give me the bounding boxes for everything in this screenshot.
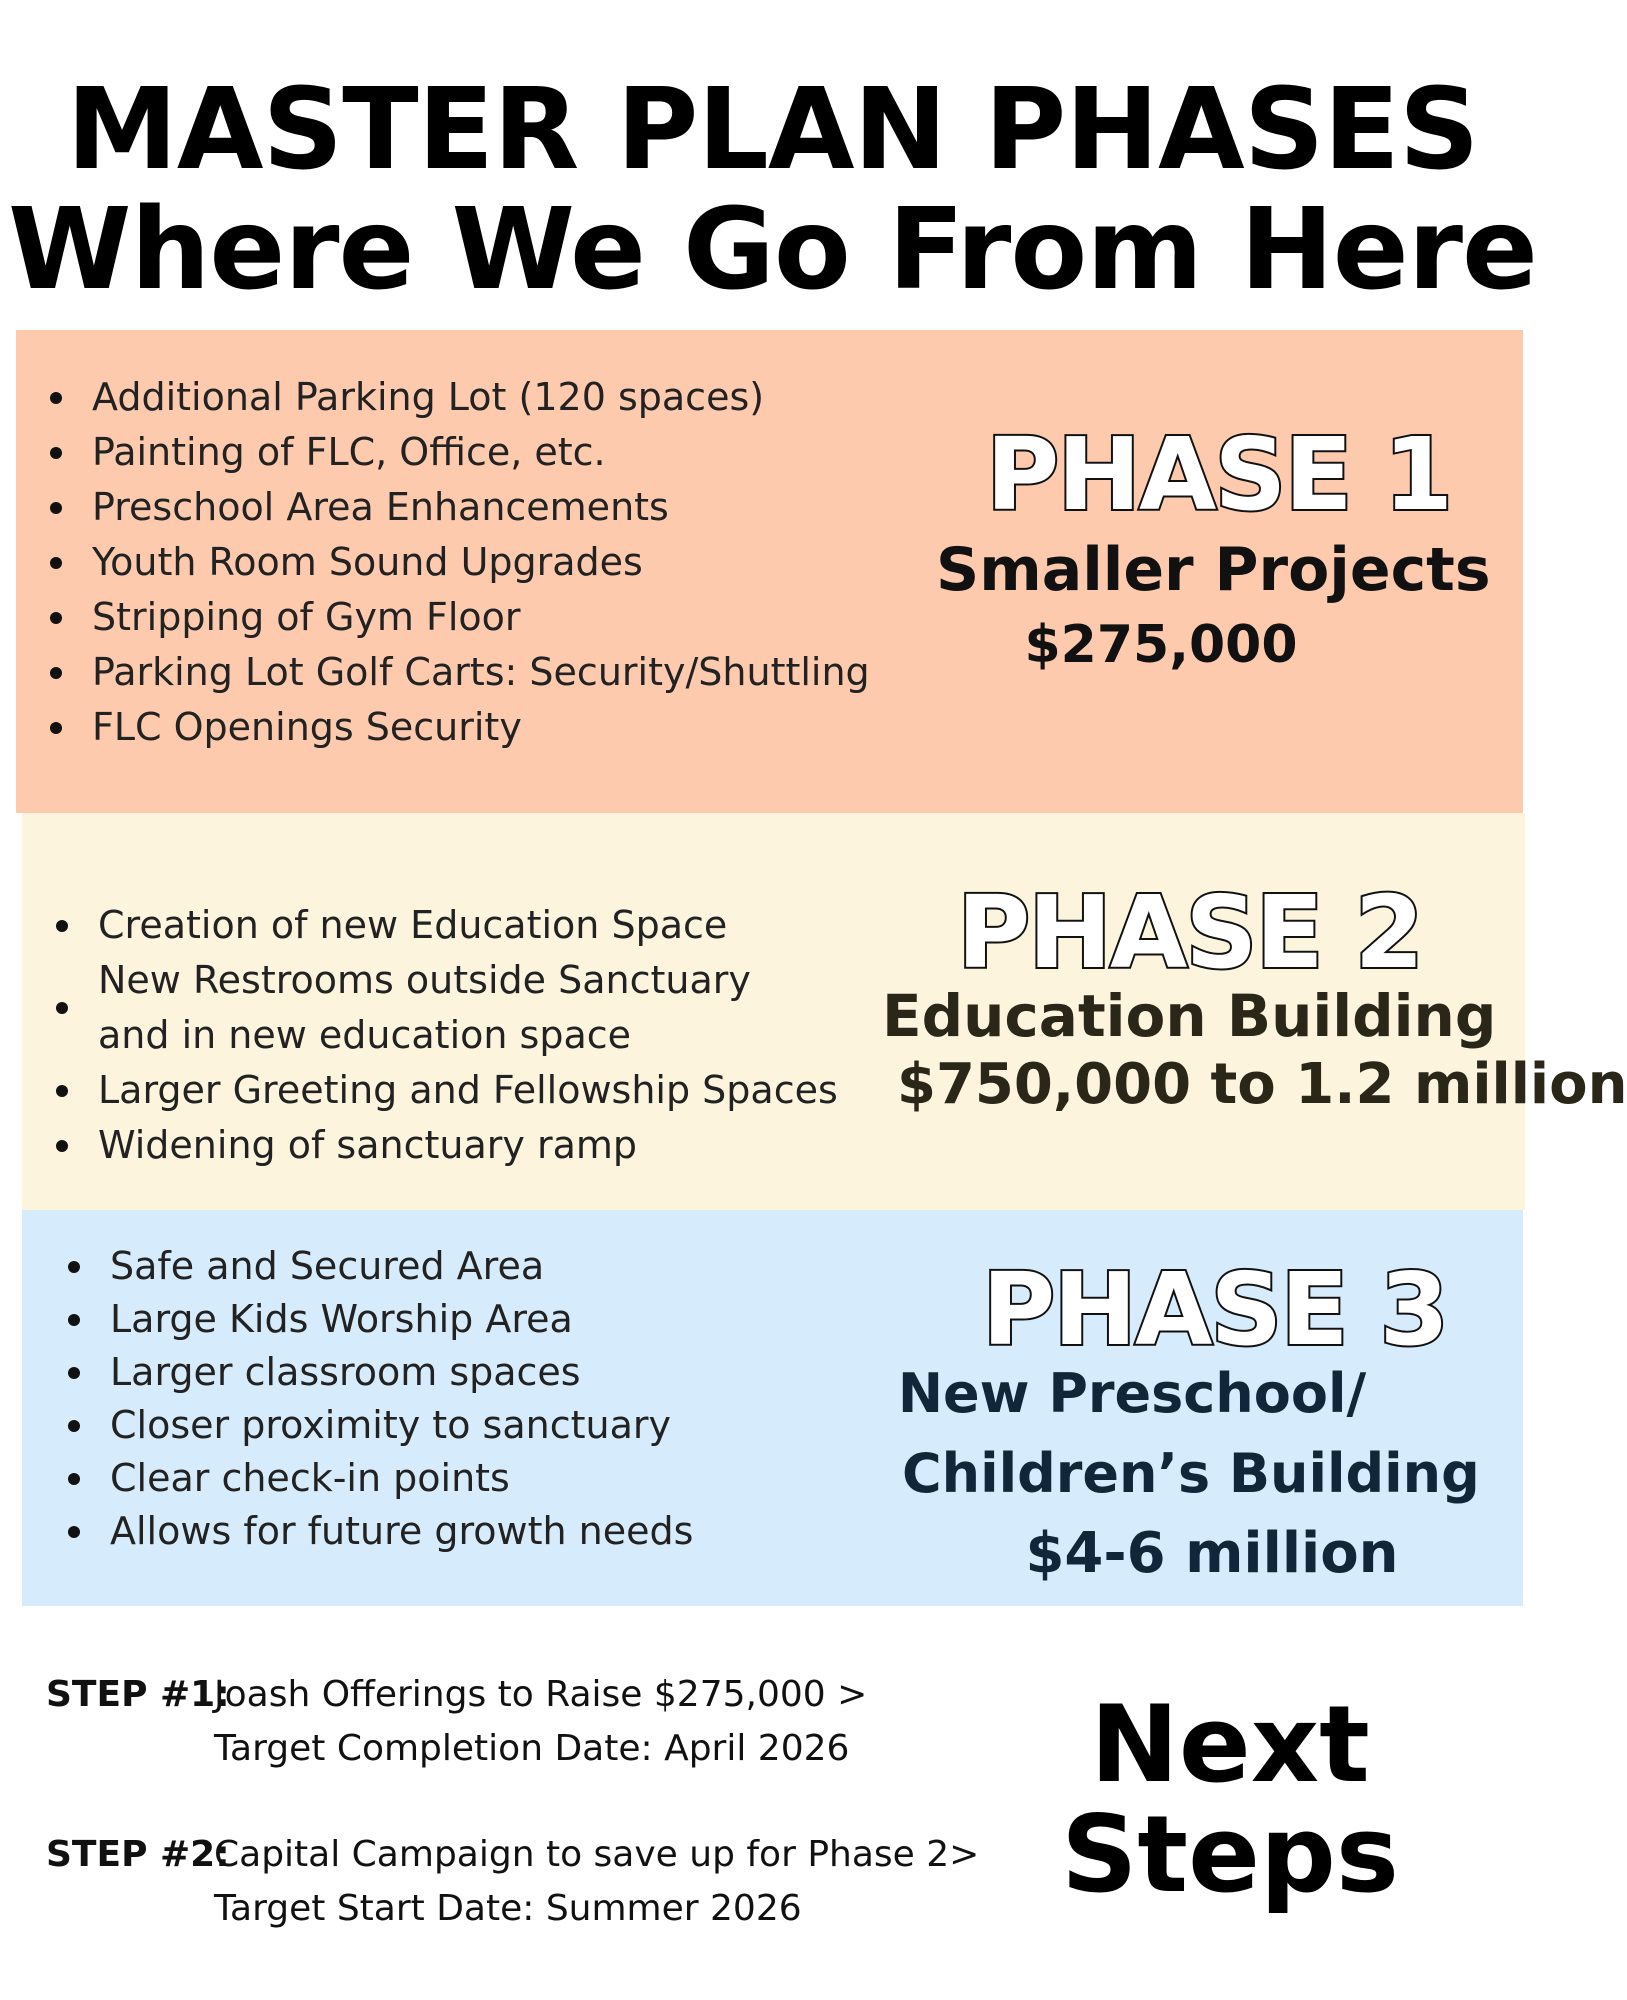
phase-1-panel (16, 330, 1523, 813)
phase-1-list (44, 370, 870, 755)
list-item: Youth Room Sound Upgrades (44, 535, 870, 590)
list-item-line: and in new education space (98, 1013, 632, 1057)
step-2-line1: Capital Campaign to save up for Phase 2> (214, 1834, 980, 1875)
page-subtitle: Where We Go From Here (8, 185, 1537, 315)
list-item: Larger classroom spaces (62, 1346, 693, 1399)
list-item: Stripping of Gym Floor (44, 590, 870, 645)
list-item: Widening of sanctuary ramp (50, 1118, 838, 1173)
list-item: Allows for future growth needs (62, 1505, 693, 1558)
list-item-line: New Restrooms outside Sanctuary (98, 958, 751, 1002)
list-item: Painting of FLC, Office, etc. (44, 425, 870, 480)
phase-3-subtitle-line1: New Preschool/ (897, 1362, 1367, 1425)
step-2-label: STEP #2: (46, 1834, 230, 1875)
phase-3-subtitle-line2: Children’s Building (902, 1442, 1480, 1505)
step-2-line2: Target Start Date: Summer 2026 (214, 1888, 802, 1929)
phase-2-cost: $750,000 to 1.2 million (897, 1052, 1627, 1117)
list-item: Larger Greeting and Fellowship Spaces (50, 1063, 838, 1118)
list-item: Closer proximity to sanctuary (62, 1399, 693, 1452)
phase-3-panel (22, 1210, 1523, 1606)
step-1-label: STEP #1: (46, 1674, 230, 1715)
list-item: Preschool Area Enhancements (44, 480, 870, 535)
phase-3-cost: $4-6 million (1025, 1521, 1399, 1586)
phase-2-panel (22, 813, 1627, 1210)
next-steps-line1: Next (1090, 1683, 1370, 1806)
phase-3-heading: PHASE 3 (982, 1251, 1448, 1368)
phase-2-list (50, 898, 838, 1173)
list-item: Additional Parking Lot (120 spaces) (44, 370, 870, 425)
list-item: Safe and Secured Area (62, 1240, 693, 1293)
list-item: Large Kids Worship Area (62, 1293, 693, 1346)
phase-3-list (62, 1240, 693, 1558)
phase-1-heading: PHASE 1 (986, 416, 1452, 533)
next-steps-line2: Steps (1061, 1793, 1399, 1916)
next-steps-heading (1030, 1683, 1430, 1916)
phase-1-cost: $275,000 (1024, 615, 1298, 675)
phase-1-subtitle: Smaller Projects (936, 535, 1491, 605)
list-item: Parking Lot Golf Carts: Security/Shuttling (44, 645, 870, 700)
list-item: Creation of new Education Space (50, 898, 838, 953)
page-title: MASTER PLAN PHASES (66, 65, 1479, 195)
list-item (50, 953, 838, 1063)
phase-2-subtitle: Education Building (882, 982, 1497, 1050)
step-1-line2: Target Completion Date: April 2026 (214, 1728, 850, 1769)
list-item: Clear check-in points (62, 1452, 693, 1505)
list-item: FLC Openings Security (44, 700, 870, 755)
step-1-line1: Joash Offerings to Raise $275,000 > (214, 1674, 868, 1715)
phase-2-heading: PHASE 2 (957, 874, 1423, 991)
